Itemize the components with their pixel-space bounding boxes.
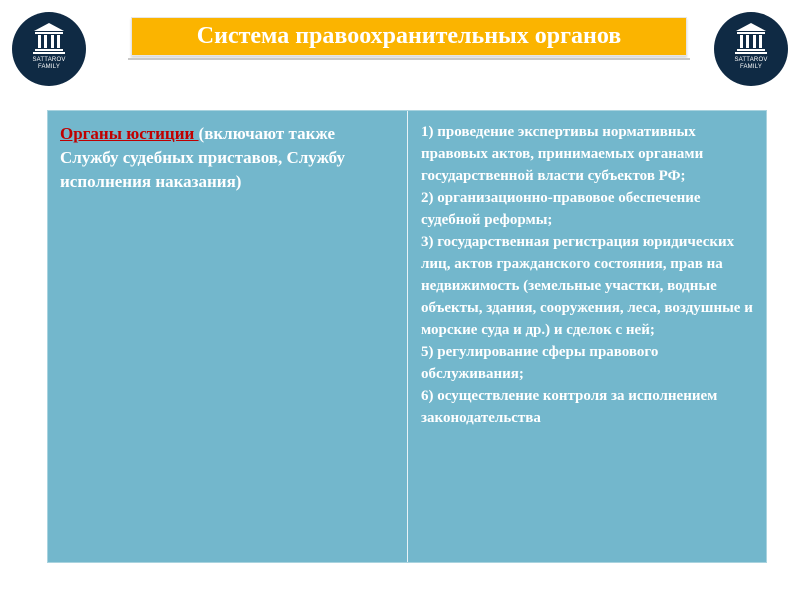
logo-line1: SATTAROV — [32, 57, 66, 63]
title-underline — [128, 58, 690, 60]
function-item: 1) проведение экспертивы нормативных правовых актов, принимаемых органами государственной власти субъектов РФ; — [421, 124, 704, 184]
cell-justice-bodies — [60, 122, 390, 194]
function-item: 2) организационно-правовое обеспечение судебной реформы; — [421, 190, 701, 228]
logo-line2: FAMILY — [37, 63, 61, 70]
logo-text — [32, 57, 65, 70]
justice-bodies-note: (включают также Службу судебных приставов, Службу исполнения наказания) — [60, 124, 346, 191]
logo-line1: SATTAROV — [734, 57, 768, 63]
logo-right — [714, 12, 788, 86]
courthouse-icon — [32, 21, 66, 55]
content-table — [47, 110, 767, 563]
courthouse-icon — [734, 21, 768, 55]
logo-left — [12, 12, 86, 86]
function-item: 3) государственная регистрация юридических лиц, актов гражданского состояния, прав на недвижимость (земельные участки, водные объекты, здания, сооружения, леса, воздушные и морские суда и др.) и сделок с ней; — [421, 234, 753, 338]
column-divider — [407, 111, 408, 562]
logo-line2: FAMILY — [739, 63, 763, 70]
logo-text — [734, 57, 767, 70]
function-item: 6) осуществление контроля за исполнением законодательства — [421, 388, 718, 426]
justice-bodies-heading: Органы юстиции — [60, 124, 199, 143]
slide-title-box — [131, 17, 687, 56]
function-item: 5) регулирование сферы правового обслуживания; — [421, 344, 659, 382]
slide-title: Система правоохранительных органов — [196, 23, 622, 49]
cell-functions-list — [421, 121, 761, 429]
